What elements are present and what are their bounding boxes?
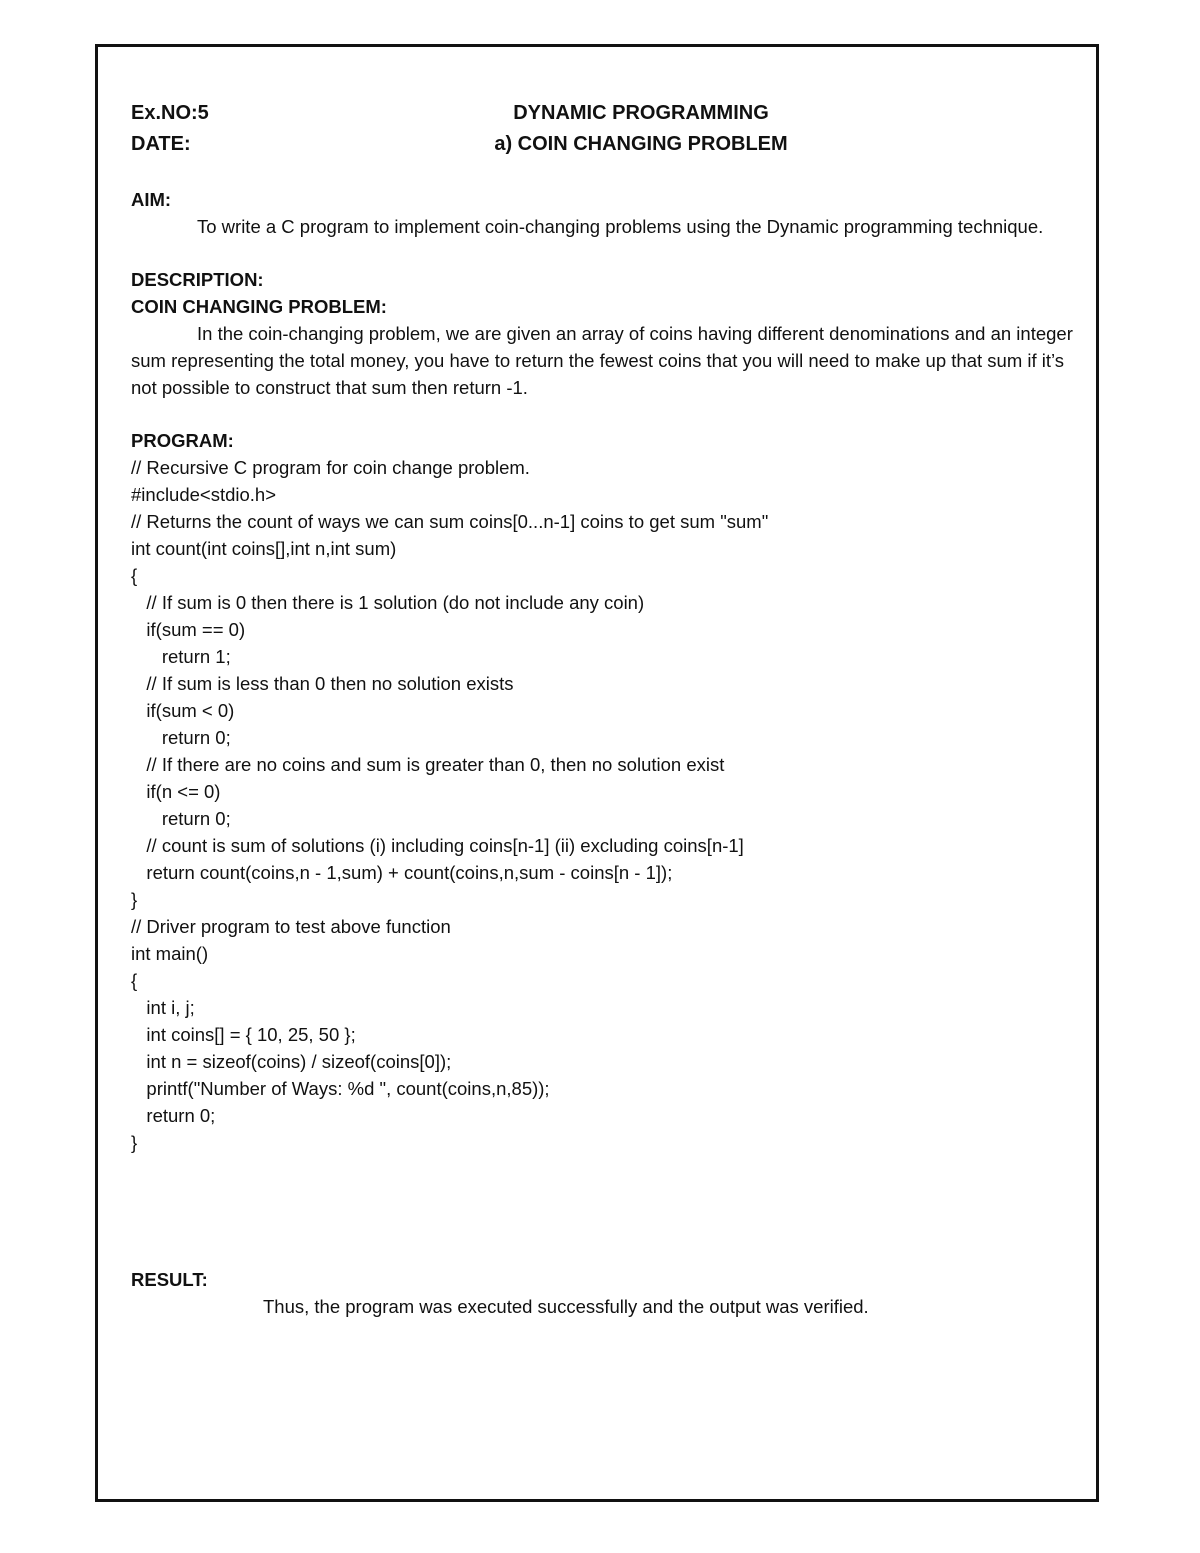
header-row-2	[131, 129, 1071, 159]
code-line: return 0;	[131, 808, 231, 829]
code-line: int count(int coins[],int n,int sum)	[131, 538, 397, 559]
code-line: if(sum < 0)	[131, 700, 235, 721]
code-line: {	[131, 970, 138, 991]
code-line: // If sum is less than 0 then no solution exists	[131, 673, 514, 694]
code-line: return 1;	[131, 646, 231, 667]
description-heading: DESCRIPTION:	[131, 269, 264, 290]
code-line: if(sum == 0)	[131, 619, 246, 640]
date-label: DATE:	[131, 133, 191, 155]
description-text: In the coin-changing problem, we are given an array of coins having different denominations and an integer sum representing the total money, you have to return the fewest coins that you will need to make up that sum if it’s not possible to construct that sum then return -1.	[131, 323, 1073, 398]
description-subheading: COIN CHANGING PROBLEM:	[131, 296, 387, 317]
code-line: #include<stdio.h>	[131, 484, 277, 505]
code-line: // If sum is 0 then there is 1 solution (do not include any coin)	[131, 592, 645, 613]
aim-text: To write a C program to implement coin-changing problems using the Dynamic programming technique.	[197, 216, 1044, 237]
aim-heading: AIM:	[131, 189, 172, 210]
code-line: {	[131, 565, 138, 586]
code-line: // count is sum of solutions (i) including coins[n-1] (ii) excluding coins[n-1]	[131, 835, 744, 856]
program-code	[131, 454, 1076, 1156]
code-line: // Returns the count of ways we can sum coins[0...n-1] coins to get sum "sum"	[131, 511, 769, 532]
document-body	[131, 186, 1076, 1156]
code-line: return count(coins,n - 1,sum) + count(coins,n,sum - coins[n - 1]);	[131, 862, 673, 883]
header-row-1	[131, 98, 1071, 128]
code-line: int main()	[131, 943, 209, 964]
code-line: int coins[] = { 10, 25, 50 };	[131, 1024, 356, 1045]
code-line: // Driver program to test above function	[131, 916, 451, 937]
exercise-number: Ex.NO:5	[131, 102, 209, 124]
result-text: Thus, the program was executed successfully and the output was verified.	[263, 1296, 869, 1317]
page-subtitle: a) COIN CHANGING PROBLEM	[494, 133, 788, 155]
code-line: return 0;	[131, 727, 231, 748]
code-line: }	[131, 1132, 138, 1153]
code-line: int i, j;	[131, 997, 195, 1018]
code-line: // If there are no coins and sum is greater than 0, then no solution exist	[131, 754, 725, 775]
code-line: return 0;	[131, 1105, 216, 1126]
page-title: DYNAMIC PROGRAMMING	[513, 102, 769, 124]
code-line: printf("Number of Ways: %d ", count(coins,n,85));	[131, 1078, 550, 1099]
program-heading: PROGRAM:	[131, 430, 234, 451]
code-line: }	[131, 889, 138, 910]
result-section	[131, 1266, 1076, 1320]
code-line: if(n <= 0)	[131, 781, 221, 802]
code-line: int n = sizeof(coins) / sizeof(coins[0]);	[131, 1051, 452, 1072]
result-heading: RESULT:	[131, 1269, 208, 1290]
code-line: // Recursive C program for coin change problem.	[131, 457, 530, 478]
